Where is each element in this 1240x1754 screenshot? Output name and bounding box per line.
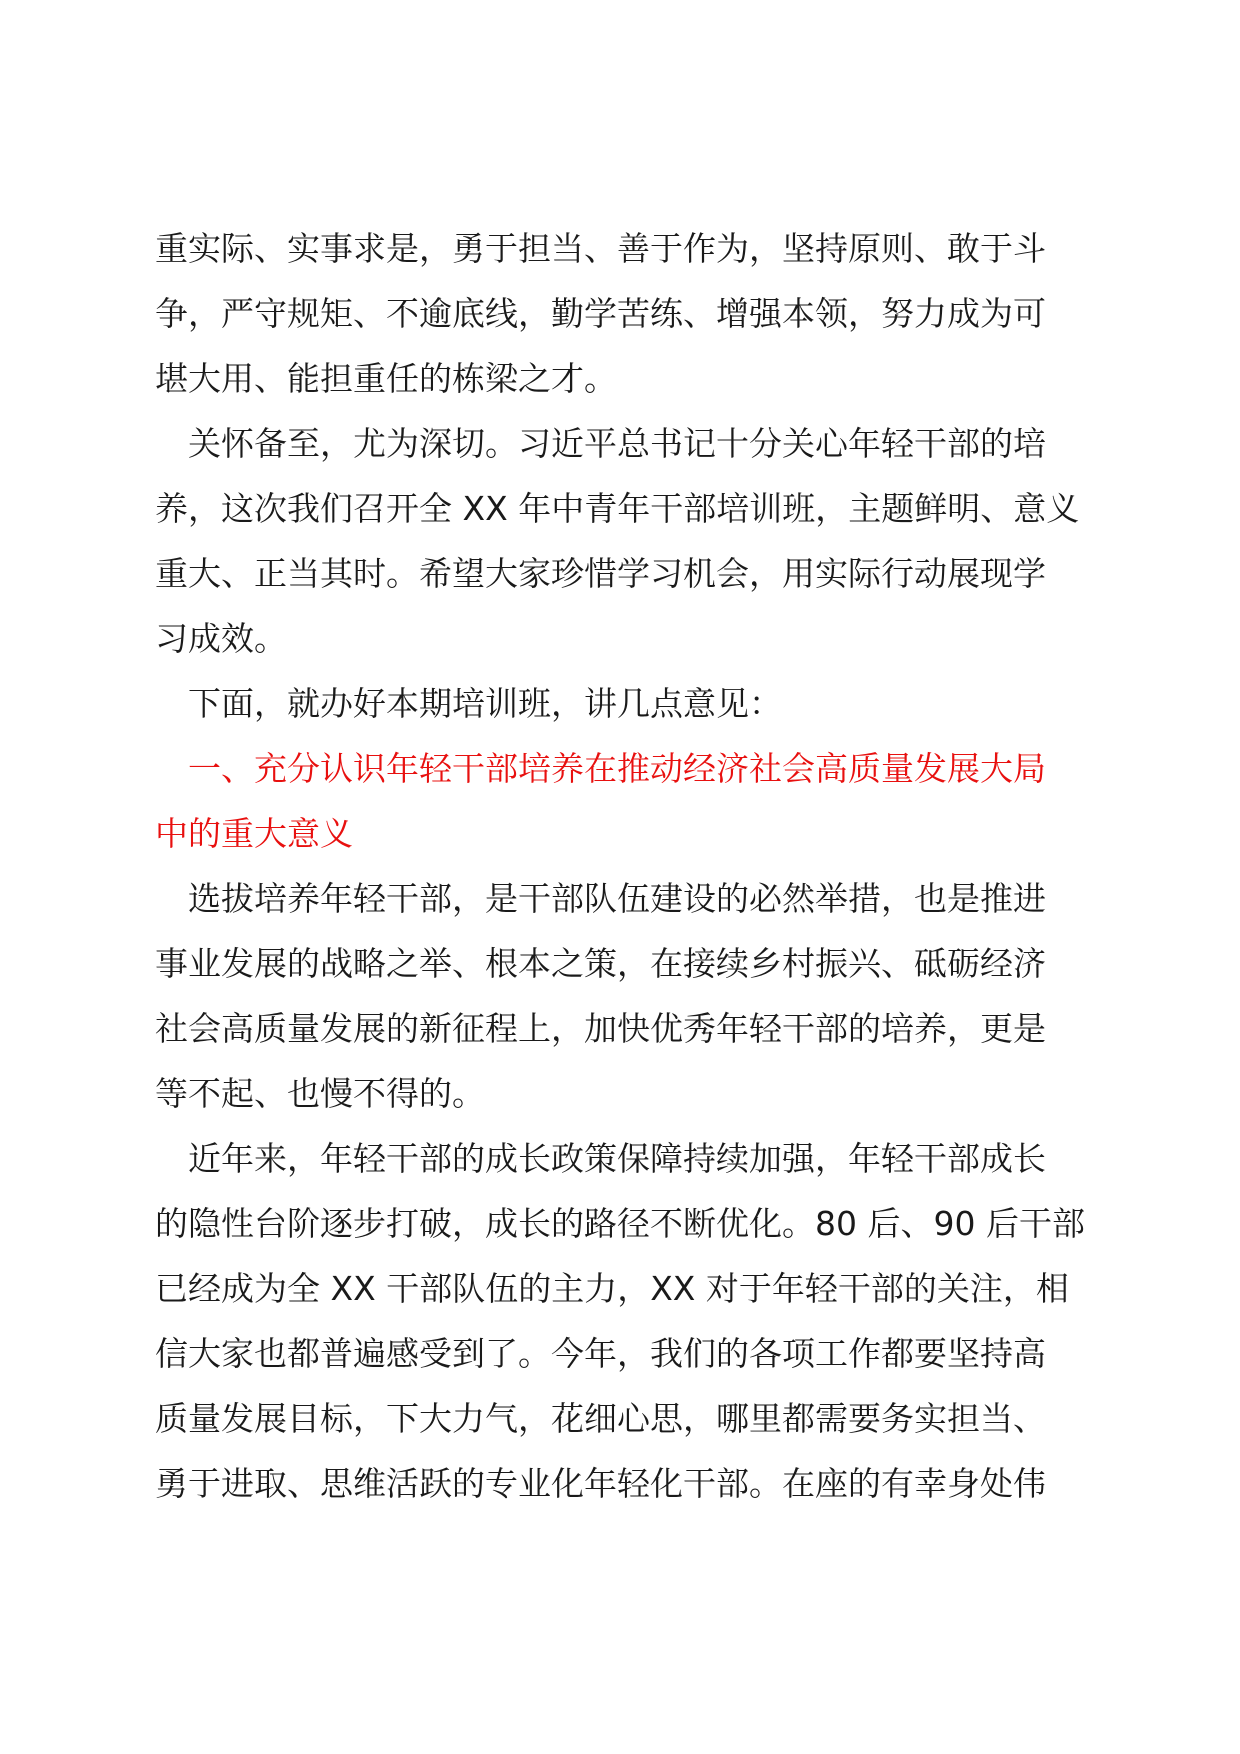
paragraph <box>155 1126 1095 1516</box>
text-line: 的隐性台阶逐步打破，成长的路径不断优化。80 后、90 后干部 <box>155 1204 1085 1243</box>
text-line: 勇于进取、思维活跃的专业化年轻化干部。在座的有幸身处伟 <box>155 1464 1046 1503</box>
text-line: 选拔培养年轻干部，是干部队伍建设的必然举措，也是推进 <box>188 879 1046 918</box>
text-line: 重大、正当其时。希望大家珍惜学习机会，用实际行动展现学 <box>155 554 1046 593</box>
text-line: 已经成为全 XX 干部队伍的主力，XX 对于年轻干部的关注，相 <box>155 1269 1069 1308</box>
paragraph <box>155 866 1095 1126</box>
text-line: 养，这次我们召开全 XX 年中青年干部培训班，主题鲜明、意义 <box>155 489 1080 528</box>
heading-line: 一、充分认识年轻干部培养在推动经济社会高质量发展大局 <box>188 749 1046 788</box>
section-heading <box>155 736 1095 866</box>
text-line: 近年来，年轻干部的成长政策保障持续加强，年轻干部成长 <box>188 1139 1046 1178</box>
text-line: 重实际、实事求是，勇于担当、善于作为，坚持原则、敢于斗 <box>155 229 1046 268</box>
text-line: 习成效。 <box>155 619 287 658</box>
text-line: 关怀备至，尤为深切。习近平总书记十分关心年轻干部的培 <box>188 424 1046 463</box>
text-line: 信大家也都普遍感受到了。今年，我们的各项工作都要坚持高 <box>155 1334 1046 1373</box>
heading-line: 中的重大意义 <box>155 814 353 853</box>
document-body <box>155 216 1095 1516</box>
paragraph-continuation <box>155 216 1095 411</box>
paragraph <box>155 411 1095 671</box>
text-line: 下面，就办好本期培训班，讲几点意见： <box>188 684 782 723</box>
text-line: 等不起、也慢不得的。 <box>155 1074 485 1113</box>
text-line: 社会高质量发展的新征程上，加快优秀年轻干部的培养，更是 <box>155 1009 1046 1048</box>
text-line: 争，严守规矩、不逾底线，勤学苦练、增强本领，努力成为可 <box>155 294 1046 333</box>
text-line: 质量发展目标，下大力气，花细心思，哪里都需要务实担当、 <box>155 1399 1046 1438</box>
text-line: 堪大用、能担重任的栋梁之才。 <box>155 359 617 398</box>
paragraph <box>155 671 1095 736</box>
text-line: 事业发展的战略之举、根本之策，在接续乡村振兴、砥砺经济 <box>155 944 1046 983</box>
